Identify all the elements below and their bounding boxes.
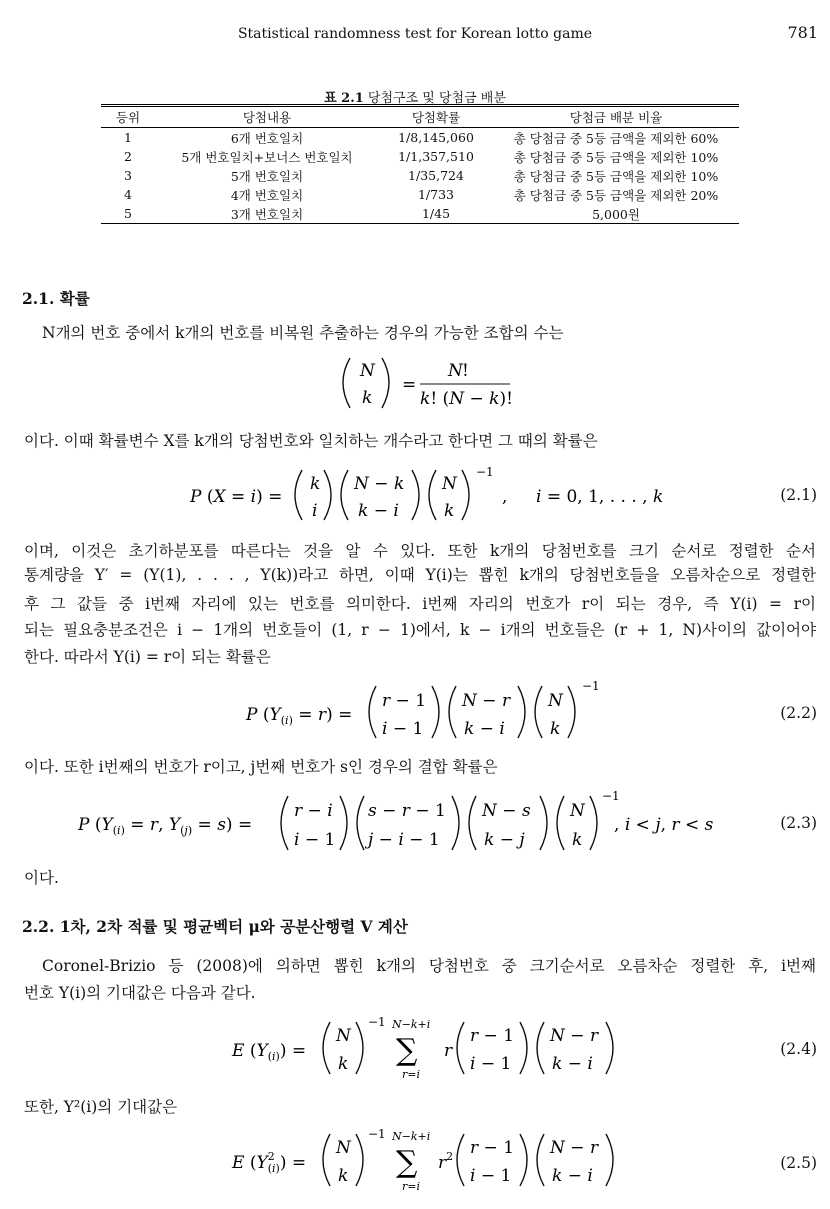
svg-text:∑: ∑: [396, 1033, 418, 1068]
paragraph-line: 번호 Y(i)의 기대값은 다음과 같다.: [24, 984, 256, 1002]
table-cell: 3개 번호일치: [155, 204, 379, 224]
equation-2-5: [232, 1126, 632, 1202]
svg-text:k: k: [362, 388, 373, 408]
svg-text:r − i: r − i: [294, 801, 333, 821]
svg-text:N: N: [548, 691, 563, 711]
table-row: [101, 204, 739, 224]
svg-text:N − s: N − s: [482, 801, 531, 821]
svg-text:,: ,: [502, 487, 508, 507]
equation-2-4: [232, 1014, 632, 1090]
svg-text:N − r: N − r: [462, 691, 511, 711]
svg-text:i: i: [312, 501, 318, 521]
table-cell: 1/45: [379, 204, 493, 224]
svg-text:k: k: [338, 1166, 349, 1186]
table-cell: 2: [124, 149, 132, 164]
combination-equation: [330, 352, 530, 422]
table-cell: 1/35,724: [408, 168, 464, 183]
table-cell: 5개 번호일치+보너스 번호일치: [181, 149, 353, 165]
svg-text:=: =: [402, 375, 417, 395]
col-header: 당첨금 배분 비율: [493, 106, 739, 128]
svg-text:N−k+i: N−k+i: [392, 1018, 431, 1031]
svg-text:k − i: k − i: [552, 1166, 593, 1186]
svg-text:E (Y2(i)) =: E ($Y^2$ (i)) =: [232, 1150, 307, 1175]
col-header: 등위: [101, 106, 155, 128]
paragraph-line: 후 그 값들 중 i번째 자리에 있는 번호를 의미한다. i번째 자리의 번호가 r이 되는 경우, 즉 Y(i) = r이: [24, 595, 816, 613]
table-cell: 5,000원: [493, 204, 739, 224]
svg-text:−1: −1: [582, 679, 600, 693]
equation-number: (2.1): [780, 486, 817, 504]
svg-text:k: k: [338, 1054, 349, 1074]
svg-text:i = 0, 1, . . . , k: i = 0, 1, . . . , k: [536, 487, 664, 507]
paragraph-line: 되는 필요충분조건은 i − 1개의 번호들이 (1, r − 1)에서, k − i개의 번호들은 (r + 1, N)사이의 값이어야: [24, 621, 816, 639]
table-cell: 총 당첨금 중 5등 금액을 제외한 10%: [513, 168, 719, 184]
table-cell: 1/1,357,510: [398, 149, 474, 164]
table-cell: 총 당첨금 중 5등 금액을 제외한 60%: [513, 130, 719, 146]
prize-table: [101, 104, 739, 224]
svg-text:k − i: k − i: [358, 501, 399, 521]
equation-2-1: [190, 462, 664, 532]
svg-text:P (Y(i) = r, Y(j) = s) =: P ($Y_{(i)} = r$, $Y_{(j)} = s$) =: [78, 815, 253, 837]
svg-text:k − i: k − i: [464, 719, 505, 739]
table-cell: 5: [101, 204, 155, 224]
equation-number: (2.4): [780, 1040, 817, 1058]
svg-text:N−k+i: N−k+i: [392, 1130, 431, 1143]
section-heading: 2.2. 1차, 2차 적률 및 평균벡터 μ와 공분산행렬 V 계산: [22, 917, 408, 936]
equation-2-3: [78, 786, 738, 862]
svg-text:s − r − 1: s − r − 1: [368, 801, 446, 821]
col-header: 당첨확률: [379, 106, 493, 128]
svg-text:−1: −1: [476, 465, 494, 479]
table-cell: 5개 번호일치: [230, 168, 304, 184]
svg-text:i − 1: i − 1: [470, 1166, 512, 1186]
table-row: [101, 185, 739, 204]
svg-text:r − 1: r − 1: [470, 1026, 515, 1046]
svg-text:r2: $r^2$: [438, 1150, 454, 1173]
svg-text:N: N: [442, 474, 457, 494]
svg-text:k: k: [310, 474, 321, 494]
svg-text:r − 1: r − 1: [470, 1138, 515, 1158]
svg-text:N − r: N − r: [550, 1026, 599, 1046]
table-cell: 4: [124, 187, 132, 202]
table-row: [101, 147, 739, 166]
table-caption-label: 표 2.1: [324, 91, 364, 106]
svg-text:N: N: [336, 1138, 351, 1158]
paragraph-line: 통계량을 Y′ = (Y(1), . . . , Y(k))라고 하면, 이때 Y(i)는 뽑힌 k개의 당첨번호들을 오름차순으로 정렬한: [24, 566, 816, 584]
table-cell: 총 당첨금 중 5등 금액을 제외한 10%: [513, 149, 719, 165]
svg-text:P (X = i) =: P (X = i) =: [190, 487, 283, 507]
svg-text:N: N: [448, 361, 463, 381]
svg-text:k! (N − k)!: k! (N − k)!: [420, 389, 513, 409]
running-title: Statistical randomness test for Korean lotto game: [237, 26, 593, 42]
svg-text:k − j: k − j: [484, 830, 525, 850]
svg-text:N − r: N − r: [550, 1138, 599, 1158]
equation-number: (2.2): [780, 704, 817, 722]
svg-text:i − 1: i − 1: [382, 719, 424, 739]
table-cell: 1: [124, 130, 132, 145]
section-heading: 2.1. 확률: [22, 289, 90, 308]
table-caption-text: 당첨구조 및 당첨금 배분: [367, 91, 506, 106]
col-header: 당첨내용: [155, 106, 379, 128]
equation-number: (2.3): [780, 814, 817, 832]
svg-text:k: k: [444, 501, 455, 521]
svg-text:!: !: [462, 361, 469, 381]
table-header-row: [101, 106, 739, 128]
svg-text:N: N: [336, 1026, 351, 1046]
svg-text:j − i − 1: j − i − 1: [368, 830, 440, 850]
svg-text:−1: −1: [602, 789, 620, 803]
svg-text:r=i: r=i: [402, 1068, 421, 1081]
svg-text:P (Y(i) = r) =: P $(Y_{(i)} = r)$ =: [246, 705, 353, 727]
svg-text:i − 1: i − 1: [294, 830, 336, 850]
table-cell: 3: [124, 168, 132, 183]
paragraph: 이다. 이때 확률변수 X를 k개의 당첨번호와 일치하는 개수라고 한다면 그 때의 확률은: [24, 432, 598, 450]
svg-text:i − 1: i − 1: [470, 1054, 512, 1074]
svg-text:N: N: [570, 801, 585, 821]
paragraph: N개의 번호 중에서 k개의 번호를 비복원 추출하는 경우의 가능한 조합의 수는: [42, 324, 564, 342]
table-row: [101, 166, 739, 185]
svg-text:k: k: [550, 719, 561, 739]
paragraph-line: 이며, 이것은 초기하분포를 따른다는 것을 알 수 있다. 또한 k개의 당첨번호를 크기 순서로 정렬한 순서: [24, 542, 816, 560]
svg-text:E (Y(i)) =: E $(Y_{(i)})$ =: [232, 1041, 307, 1063]
table-cell: 4개 번호일치: [230, 187, 304, 203]
svg-text:N − k: N − k: [354, 474, 405, 494]
equation-2-2: [246, 676, 606, 750]
svg-text:∑: ∑: [396, 1145, 418, 1180]
paragraph: 이다. 또한 i번째의 번호가 r이고, j번째 번호가 s인 경우의 결합 확률은: [24, 758, 498, 776]
table-cell: 1/8,145,060: [398, 130, 474, 145]
svg-text:−1: −1: [368, 1127, 386, 1141]
svg-text:r=i: r=i: [402, 1180, 421, 1193]
page-number: 781: [787, 23, 818, 42]
svg-text:−1: −1: [368, 1015, 386, 1029]
svg-text:r − 1: r − 1: [382, 691, 427, 711]
svg-text:k: k: [572, 830, 583, 850]
svg-text:, i < j, r < s: , i < j, r < s: [614, 815, 714, 835]
svg-text:r: r: [444, 1041, 453, 1061]
table-cell: 1/733: [417, 187, 455, 202]
paragraph: 또한, Y²(i)의 기대값은: [24, 1098, 178, 1116]
paragraph-line: Coronel-Brizio 등 (2008)에 의하면 뽑힌 k개의 당첨번호 중 크기순서로 오름차순 정렬한 후, i번째: [42, 957, 816, 975]
paragraph: 이다.: [24, 869, 59, 887]
table-row: [101, 128, 739, 148]
svg-text:N: N: [360, 361, 375, 381]
equation-number: (2.5): [780, 1154, 817, 1172]
paragraph-line: 한다. 따라서 Y(i) = r이 되는 확률은: [24, 648, 271, 666]
svg-text:k − i: k − i: [552, 1054, 593, 1074]
table-cell: 총 당첨금 중 5등 금액을 제외한 20%: [513, 187, 719, 203]
table-cell: 6개 번호일치: [230, 130, 304, 146]
